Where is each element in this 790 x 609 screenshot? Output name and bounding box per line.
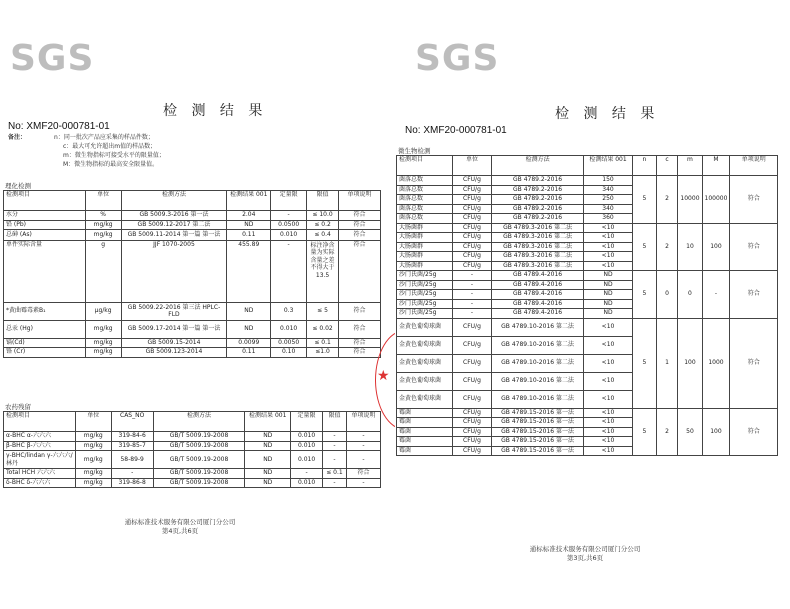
cell-loq: 0.3 bbox=[271, 302, 307, 320]
cell-result: ND bbox=[583, 299, 632, 309]
table-row bbox=[4, 338, 381, 348]
col-header: 定量限 bbox=[291, 412, 323, 432]
cell-loq: - bbox=[291, 469, 323, 479]
col-header: 限值 bbox=[323, 412, 347, 432]
cell-unit: - bbox=[452, 299, 492, 309]
cell-verdict: 符合 bbox=[339, 348, 381, 358]
table-row bbox=[4, 211, 381, 221]
cell-unit: - bbox=[452, 271, 492, 281]
cell-item: β-BHC β-六六六 bbox=[4, 441, 76, 451]
cell-unit: CFU/g bbox=[452, 390, 492, 408]
cell-limit: - bbox=[323, 451, 347, 469]
cell-item: 金黄色葡萄球菌 bbox=[397, 390, 453, 408]
micro-section-title: 微生物检测 bbox=[398, 147, 431, 155]
cell-result: ND bbox=[583, 290, 632, 300]
cell-loq: - bbox=[271, 240, 307, 302]
cell-verdict: 符合 bbox=[730, 223, 778, 271]
table-header-row bbox=[4, 191, 381, 211]
cell-method: GB 5009.3-2016 第一法 bbox=[121, 211, 227, 221]
col-header: n bbox=[633, 156, 657, 176]
cell-unit: CFU/g bbox=[452, 252, 492, 262]
cell-limit: 标注净含量为实际含量之差不得大于13.5 bbox=[307, 240, 339, 302]
cell-loq: 0.010 bbox=[291, 441, 323, 451]
cell-upper-m: 1000 bbox=[702, 318, 730, 408]
cell-unit: CFU/g bbox=[452, 437, 492, 447]
col-header: c bbox=[656, 156, 678, 176]
cell-unit: CFU/g bbox=[452, 336, 492, 354]
cell-unit: CFU/g bbox=[452, 318, 492, 336]
cell-n: 5 bbox=[633, 408, 657, 456]
table-row bbox=[4, 220, 381, 230]
cell-method: GB 4789.2-2016 bbox=[492, 204, 584, 214]
cell-result: 0.0099 bbox=[227, 338, 271, 348]
cell-verdict: 符合 bbox=[339, 230, 381, 241]
cell-method: GB 4789.4-2016 bbox=[492, 271, 584, 281]
cell-item: 菌落总数 bbox=[397, 195, 453, 205]
cell-method: GB 4789.3-2016 第二法 bbox=[492, 261, 584, 271]
cell-c: 2 bbox=[656, 408, 678, 456]
cell-unit: - bbox=[452, 290, 492, 300]
cell-limit: ≤1.0 bbox=[307, 348, 339, 358]
cell-method: GB 5009.11-2014 第一篇 第一法 bbox=[121, 230, 227, 241]
cell-item: 金黄色葡萄球菌 bbox=[397, 372, 453, 390]
cell-method: GB 4789.10-2016 第二法 bbox=[492, 336, 584, 354]
cell-method: JJF 1070-2005 bbox=[121, 240, 227, 302]
cell-unit: μg/kg bbox=[85, 302, 121, 320]
cell-result: <10 bbox=[583, 223, 632, 233]
cell-result: <10 bbox=[583, 408, 632, 418]
col-header: 检测方法 bbox=[121, 191, 227, 211]
cell-result: ND bbox=[227, 302, 271, 320]
cell-unit: CFU/g bbox=[452, 195, 492, 205]
table-row bbox=[4, 469, 381, 479]
report-number: No: XMF20-000781-01 bbox=[8, 121, 110, 132]
cell-n: 5 bbox=[633, 318, 657, 408]
cell-method: GB 4789.4-2016 bbox=[492, 280, 584, 290]
cell-unit: CFU/g bbox=[452, 354, 492, 372]
col-header: 限值 bbox=[307, 191, 339, 211]
cell-item: 铬 (Cr) bbox=[4, 348, 86, 358]
note-line: m：微生物指标可接受水平的限量值； bbox=[63, 152, 165, 159]
cell-verdict: - bbox=[346, 432, 380, 442]
page-footer bbox=[495, 545, 675, 563]
cell-unit: CFU/g bbox=[452, 242, 492, 252]
microbiology-table bbox=[396, 155, 778, 456]
cell-item: 霉菌 bbox=[397, 408, 453, 418]
cell-unit: CFU/g bbox=[452, 204, 492, 214]
cell-cas: 319-84-6 bbox=[111, 432, 153, 442]
table-header-row bbox=[397, 156, 778, 176]
cell-n: 5 bbox=[633, 176, 657, 224]
cell-cas: 319-86-8 bbox=[111, 478, 153, 488]
cell-loq: 0.010 bbox=[291, 478, 323, 488]
cell-c: 1 bbox=[656, 318, 678, 408]
cell-result: ND bbox=[245, 469, 291, 479]
notes-block bbox=[8, 133, 165, 169]
cell-unit: mg/kg bbox=[85, 230, 121, 241]
cell-method: GB 4789.15-2016 第一法 bbox=[492, 446, 584, 456]
report-page-right bbox=[395, 0, 790, 609]
sgs-logo: SGS bbox=[10, 38, 95, 79]
cell-limit: ≤ 0.1 bbox=[323, 469, 347, 479]
cell-limit: ≤ 0.2 bbox=[307, 220, 339, 230]
cell-item: 沙门氏菌/25g bbox=[397, 271, 453, 281]
cell-method: GB 5009.15-2014 bbox=[121, 338, 227, 348]
cell-item: δ-BHC δ-六六六 bbox=[4, 478, 76, 488]
sgs-logo: SGS bbox=[415, 38, 500, 79]
cell-method: GB 4789.15-2016 第一法 bbox=[492, 427, 584, 437]
cell-verdict: 符合 bbox=[339, 320, 381, 338]
col-header: 检测项目 bbox=[4, 412, 76, 432]
cell-item: 大肠菌群 bbox=[397, 261, 453, 271]
cell-item: 总砷 (As) bbox=[4, 230, 86, 241]
cell-item: 水分 bbox=[4, 211, 86, 221]
cell-item: 霉菌 bbox=[397, 427, 453, 437]
cell-limit: ≤ 0.1 bbox=[307, 338, 339, 348]
col-header: 单项说明 bbox=[730, 156, 778, 176]
cell-verdict: 符合 bbox=[339, 240, 381, 302]
cell-result: ND bbox=[245, 478, 291, 488]
cell-m: 100 bbox=[678, 318, 702, 408]
cell-limit: - bbox=[323, 432, 347, 442]
cell-unit: mg/kg bbox=[85, 220, 121, 230]
cell-unit: CFU/g bbox=[452, 446, 492, 456]
cell-method: GB/T 5009.19-2008 bbox=[153, 478, 245, 488]
cell-c: 0 bbox=[656, 271, 678, 319]
cell-unit: mg/kg bbox=[85, 320, 121, 338]
cell-unit: CFU/g bbox=[452, 372, 492, 390]
cell-c: 2 bbox=[656, 223, 678, 271]
cell-unit: - bbox=[452, 309, 492, 319]
cell-method: GB 4789.4-2016 bbox=[492, 309, 584, 319]
cell-result: ND bbox=[583, 309, 632, 319]
cell-limit: ≤ 0.4 bbox=[307, 230, 339, 241]
table-row bbox=[4, 348, 381, 358]
cell-method: GB 4789.10-2016 第二法 bbox=[492, 318, 584, 336]
cell-method: GB/T 5009.19-2008 bbox=[153, 469, 245, 479]
col-header: 定量限 bbox=[271, 191, 307, 211]
cell-item: 菌落总数 bbox=[397, 204, 453, 214]
cell-unit: g bbox=[85, 240, 121, 302]
cell-unit: mg/kg bbox=[75, 451, 111, 469]
cell-cas: 319-85-7 bbox=[111, 441, 153, 451]
cell-item: *黄曲霉毒素B₁ bbox=[4, 302, 86, 320]
cell-result: 340 bbox=[583, 185, 632, 195]
cell-item: 金黄色葡萄球菌 bbox=[397, 354, 453, 372]
col-header: 检测项目 bbox=[4, 191, 86, 211]
cell-m: 10 bbox=[678, 223, 702, 271]
cell-method: GB 4789.3-2016 第二法 bbox=[492, 223, 584, 233]
col-header: 检测方法 bbox=[492, 156, 584, 176]
cell-unit: % bbox=[85, 211, 121, 221]
table-row bbox=[4, 451, 381, 469]
cell-result: <10 bbox=[583, 233, 632, 243]
cell-m: 50 bbox=[678, 408, 702, 456]
cell-upper-m: 100 bbox=[702, 408, 730, 456]
cell-method: GB 4789.3-2016 第二法 bbox=[492, 233, 584, 243]
cell-method: GB/T 5009.19-2008 bbox=[153, 432, 245, 442]
cell-unit: CFU/g bbox=[452, 176, 492, 186]
cell-method: GB 4789.3-2016 第二法 bbox=[492, 252, 584, 262]
cell-verdict: - bbox=[346, 451, 380, 469]
phys-chem-table bbox=[3, 190, 381, 358]
cell-item: 大肠菌群 bbox=[397, 242, 453, 252]
cell-loq: 0.010 bbox=[291, 451, 323, 469]
note-line: n：同一批次产品应采集的样品件数； bbox=[54, 134, 154, 141]
cell-limit: ≤ 0.02 bbox=[307, 320, 339, 338]
cell-item: 霉菌 bbox=[397, 446, 453, 456]
cell-verdict: 符合 bbox=[339, 220, 381, 230]
cell-limit: - bbox=[323, 441, 347, 451]
cell-unit: CFU/g bbox=[452, 223, 492, 233]
col-header: m bbox=[678, 156, 702, 176]
cell-result: <10 bbox=[583, 427, 632, 437]
col-header: 单位 bbox=[75, 412, 111, 432]
cell-verdict: 符合 bbox=[730, 408, 778, 456]
notes-heading: 备注： bbox=[8, 134, 27, 141]
cell-limit: ≤ 10.0 bbox=[307, 211, 339, 221]
cell-unit: CFU/g bbox=[452, 185, 492, 195]
cell-result: ND bbox=[245, 441, 291, 451]
cell-verdict: 符合 bbox=[339, 338, 381, 348]
table-row bbox=[397, 223, 778, 233]
cell-item: 霉菌 bbox=[397, 437, 453, 447]
phys-section-title: 理化检测 bbox=[5, 182, 31, 190]
cell-method: GB 5009.17-2014 第一篇 第一法 bbox=[121, 320, 227, 338]
cell-result: 150 bbox=[583, 176, 632, 186]
footer-page-number: 第3页,共6页 bbox=[566, 554, 604, 562]
cell-method: GB 5009.123-2014 bbox=[121, 348, 227, 358]
cell-upper-m: 100000 bbox=[702, 176, 730, 224]
cell-item: 总汞 (Hg) bbox=[4, 320, 86, 338]
cell-verdict: 符合 bbox=[346, 469, 380, 479]
cell-n: 5 bbox=[633, 271, 657, 319]
col-header: CAS_NO bbox=[111, 412, 153, 432]
footer-company: 通标标准技术服务有限公司厦门分公司 bbox=[124, 518, 236, 526]
col-header: 检测结果 001 bbox=[227, 191, 271, 211]
cell-method: GB/T 5009.19-2008 bbox=[153, 451, 245, 469]
cell-method: GB 5009.22-2016 第三法 HPLC-FLD bbox=[121, 302, 227, 320]
cell-method: GB 4789.2-2016 bbox=[492, 185, 584, 195]
cell-item: 镉(Cd) bbox=[4, 338, 86, 348]
cell-result: 0.11 bbox=[227, 230, 271, 241]
cell-limit: - bbox=[323, 478, 347, 488]
footer-company: 通标标准技术服务有限公司厦门分公司 bbox=[529, 545, 641, 553]
cell-result: 0.11 bbox=[227, 348, 271, 358]
table-row bbox=[4, 478, 381, 488]
cell-upper-m: - bbox=[702, 271, 730, 319]
cell-item: 金黄色葡萄球菌 bbox=[397, 318, 453, 336]
col-header: 检测结果 001 bbox=[245, 412, 291, 432]
cell-result: <10 bbox=[583, 242, 632, 252]
table-row bbox=[397, 176, 778, 186]
cell-item: 大肠菌群 bbox=[397, 233, 453, 243]
cell-method: GB 4789.15-2016 第一法 bbox=[492, 408, 584, 418]
cell-result: <10 bbox=[583, 252, 632, 262]
col-header: 单位 bbox=[85, 191, 121, 211]
footer-page-number: 第4页,共6页 bbox=[161, 527, 199, 535]
cell-item: α-BHC α-六六六 bbox=[4, 432, 76, 442]
cell-result: <10 bbox=[583, 318, 632, 336]
table-row bbox=[397, 271, 778, 281]
cell-method: GB 4789.2-2016 bbox=[492, 195, 584, 205]
cell-upper-m: 100 bbox=[702, 223, 730, 271]
cell-m: 10000 bbox=[678, 176, 702, 224]
cell-result: ND bbox=[245, 432, 291, 442]
cell-unit: mg/kg bbox=[75, 441, 111, 451]
cell-n: 5 bbox=[633, 223, 657, 271]
cell-item: 沙门氏菌/25g bbox=[397, 299, 453, 309]
cell-unit: CFU/g bbox=[452, 408, 492, 418]
table-row bbox=[4, 230, 381, 241]
report-title: 检 测 结 果 bbox=[555, 106, 660, 122]
table-row bbox=[4, 432, 381, 442]
table-row bbox=[4, 441, 381, 451]
cell-item: 金黄色葡萄球菌 bbox=[397, 336, 453, 354]
cell-loq: 0.010 bbox=[291, 432, 323, 442]
col-header: 单项说明 bbox=[346, 412, 380, 432]
cell-result: 455.89 bbox=[227, 240, 271, 302]
cell-limit: ≤ 5 bbox=[307, 302, 339, 320]
cell-cas: - bbox=[111, 469, 153, 479]
cell-result: <10 bbox=[583, 446, 632, 456]
cell-item: 大肠菌群 bbox=[397, 223, 453, 233]
col-header: 检测结果 001 bbox=[583, 156, 632, 176]
cell-result: ND bbox=[227, 320, 271, 338]
cell-unit: mg/kg bbox=[85, 348, 121, 358]
page-footer bbox=[100, 518, 260, 536]
cell-unit: CFU/g bbox=[452, 261, 492, 271]
cell-result: 360 bbox=[583, 214, 632, 224]
table-row bbox=[397, 318, 778, 336]
cell-result: <10 bbox=[583, 372, 632, 390]
cell-loq: 0.0500 bbox=[271, 220, 307, 230]
note-line: c：最大可允许超出m值的样品数； bbox=[63, 143, 157, 150]
cell-item: Total HCH 六六六 bbox=[4, 469, 76, 479]
cell-method: GB 4789.4-2016 bbox=[492, 290, 584, 300]
cell-unit: - bbox=[452, 280, 492, 290]
cell-result: <10 bbox=[583, 354, 632, 372]
cell-unit: mg/kg bbox=[85, 338, 121, 348]
cell-c: 2 bbox=[656, 176, 678, 224]
cell-unit: CFU/g bbox=[452, 418, 492, 428]
cell-item: 铅 (Pb) bbox=[4, 220, 86, 230]
cell-loq: 0.10 bbox=[271, 348, 307, 358]
cell-unit: mg/kg bbox=[75, 478, 111, 488]
cell-loq: 0.010 bbox=[271, 320, 307, 338]
col-header: 单项说明 bbox=[339, 191, 381, 211]
cell-method: GB 4789.4-2016 bbox=[492, 299, 584, 309]
cell-result: 340 bbox=[583, 204, 632, 214]
cell-unit: CFU/g bbox=[452, 233, 492, 243]
cell-method: GB 4789.10-2016 第二法 bbox=[492, 390, 584, 408]
cell-verdict: 符合 bbox=[339, 211, 381, 221]
cell-loq: 0.010 bbox=[271, 230, 307, 241]
col-header: 检测方法 bbox=[153, 412, 245, 432]
pesticide-table bbox=[3, 411, 381, 488]
cell-method: GB 4789.10-2016 第二法 bbox=[492, 354, 584, 372]
cell-method: GB 4789.15-2016 第一法 bbox=[492, 418, 584, 428]
cell-method: GB 4789.2-2016 bbox=[492, 214, 584, 224]
cell-method: GB 4789.15-2016 第一法 bbox=[492, 437, 584, 447]
cell-verdict: 符合 bbox=[730, 271, 778, 319]
cell-item: 沙门氏菌/25g bbox=[397, 309, 453, 319]
report-title: 检 测 结 果 bbox=[163, 103, 268, 119]
cell-item: 菌落总数 bbox=[397, 176, 453, 186]
cell-result: ND bbox=[583, 271, 632, 281]
col-header: 检测项目 bbox=[397, 156, 453, 176]
cell-result: 2.04 bbox=[227, 211, 271, 221]
cell-result: <10 bbox=[583, 418, 632, 428]
pest-section-title: 农药残留 bbox=[5, 403, 31, 411]
cell-item: 沙门氏菌/25g bbox=[397, 290, 453, 300]
cell-item: γ-BHC/lindan γ-六六六/林丹 bbox=[4, 451, 76, 469]
cell-result: <10 bbox=[583, 336, 632, 354]
cell-method: GB 4789.3-2016 第二法 bbox=[492, 242, 584, 252]
cell-result: ND bbox=[583, 280, 632, 290]
cell-verdict: - bbox=[346, 478, 380, 488]
cell-unit: CFU/g bbox=[452, 214, 492, 224]
cell-item: 霉菌 bbox=[397, 418, 453, 428]
cell-verdict: - bbox=[346, 441, 380, 451]
cell-loq: - bbox=[271, 211, 307, 221]
col-header: 单位 bbox=[452, 156, 492, 176]
cell-method: GB 4789.10-2016 第二法 bbox=[492, 372, 584, 390]
table-header-row bbox=[4, 412, 381, 432]
cell-result: ND bbox=[227, 220, 271, 230]
cell-cas: 58-89-9 bbox=[111, 451, 153, 469]
report-number: No: XMF20-000781-01 bbox=[405, 125, 507, 136]
table-row bbox=[4, 240, 381, 302]
cell-method: GB 4789.2-2016 bbox=[492, 176, 584, 186]
table-row bbox=[4, 302, 381, 320]
cell-verdict: 符合 bbox=[730, 176, 778, 224]
cell-item: 菌落总数 bbox=[397, 214, 453, 224]
cell-loq: 0.0050 bbox=[271, 338, 307, 348]
table-row bbox=[4, 320, 381, 338]
cell-item: 单件实际含量 bbox=[4, 240, 86, 302]
cell-verdict: 符合 bbox=[339, 302, 381, 320]
table-row bbox=[397, 408, 778, 418]
cell-unit: CFU/g bbox=[452, 427, 492, 437]
cell-unit: mg/kg bbox=[75, 432, 111, 442]
cell-item: 沙门氏菌/25g bbox=[397, 280, 453, 290]
note-line: M：微生物指标的最高安全限量值。 bbox=[63, 161, 159, 168]
cell-result: <10 bbox=[583, 390, 632, 408]
cell-verdict: 符合 bbox=[730, 318, 778, 408]
red-seal-stamp-icon: ★ bbox=[375, 330, 399, 430]
cell-result: <10 bbox=[583, 437, 632, 447]
cell-m: 0 bbox=[678, 271, 702, 319]
cell-item: 菌落总数 bbox=[397, 185, 453, 195]
col-header: M bbox=[702, 156, 730, 176]
cell-unit: mg/kg bbox=[75, 469, 111, 479]
cell-item: 大肠菌群 bbox=[397, 252, 453, 262]
cell-result: ND bbox=[245, 451, 291, 469]
cell-result: 250 bbox=[583, 195, 632, 205]
cell-method: GB 5009.12-2017 第二法 bbox=[121, 220, 227, 230]
cell-result: <10 bbox=[583, 261, 632, 271]
cell-method: GB/T 5009.19-2008 bbox=[153, 441, 245, 451]
